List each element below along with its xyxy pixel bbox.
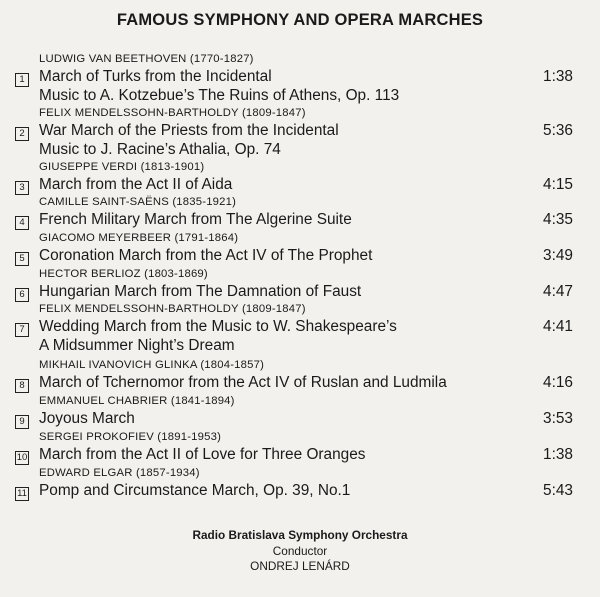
work-title-line: Pomp and Circumstance March, Op. 39, No.1 xyxy=(39,482,351,499)
composer-line xyxy=(39,467,200,479)
composer-line xyxy=(39,53,254,65)
orchestra-name: Radio Bratislava Symphony Orchestra xyxy=(192,528,408,542)
composer-line xyxy=(39,232,238,244)
track-duration: 4:15 xyxy=(543,176,573,193)
work-title-line: Music to A. Kotzebue’s The Ruins of Athens, Op. 113 xyxy=(39,87,400,104)
composer-dates: (1770-1827) xyxy=(189,53,254,65)
conductor-name: ONDREJ LENÁRD xyxy=(250,559,350,573)
composer-dates: (1891-1953) xyxy=(157,431,222,443)
track-number-box: 2 xyxy=(15,127,29,141)
composer-name: EDWARD ELGAR xyxy=(39,467,133,479)
composer-line xyxy=(39,303,306,315)
page-title: FAMOUS SYMPHONY AND OPERA MARCHES xyxy=(116,11,484,29)
track-duration: 3:53 xyxy=(543,410,573,427)
composer-line xyxy=(39,268,208,280)
track-number-box: 10 xyxy=(16,452,28,463)
track-duration: 4:47 xyxy=(543,283,573,300)
work-title-line: Wedding March from the Music to W. Shakespeare’s xyxy=(39,318,397,335)
composer-line xyxy=(39,359,264,371)
track-number-box: 4 xyxy=(15,216,29,230)
work-title-line: French Military March from The Algerine Suite xyxy=(39,211,352,228)
track-number-box: 7 xyxy=(15,323,29,337)
composer-name: CAMILLE SAINT-SAËNS xyxy=(39,196,169,208)
composer-line xyxy=(39,161,204,173)
track-duration: 4:16 xyxy=(543,374,573,391)
composer-dates: (1803-1869) xyxy=(144,268,208,280)
track-number-box: 9 xyxy=(15,415,29,429)
track-duration: 4:41 xyxy=(543,318,573,335)
composer-name: GIUSEPPE VERDI xyxy=(39,161,138,173)
composer-dates: (1835-1921) xyxy=(172,196,237,208)
track-duration: 1:38 xyxy=(543,68,573,85)
work-title-line: March from the Act II of Love for Three Oranges xyxy=(39,446,366,463)
composer-name: SERGEI PROKOFIEV xyxy=(39,431,154,443)
composer-dates: (1809-1847) xyxy=(241,303,306,315)
track-duration: 1:38 xyxy=(543,446,573,463)
composer-line xyxy=(39,431,221,443)
composer-name: FELIX MENDELSSOHN-BARTHOLDY xyxy=(39,303,239,315)
work-title-line: A Midsummer Night’s Dream xyxy=(39,337,235,354)
composer-dates: (1813-1901) xyxy=(140,161,205,173)
track-duration: 4:35 xyxy=(543,211,573,228)
composer-dates: (1857-1934) xyxy=(135,467,200,479)
conductor-label: Conductor xyxy=(272,543,328,558)
track-number-box: 8 xyxy=(15,379,29,393)
track-duration: 5:43 xyxy=(543,482,573,499)
track-duration: 3:49 xyxy=(543,247,573,264)
track-number-box: 1 xyxy=(15,73,29,87)
composer-name: HECTOR BERLIOZ xyxy=(39,268,141,280)
track-number-box: 5 xyxy=(15,252,29,266)
composer-name: LUDWIG VAN BEETHOVEN xyxy=(39,53,187,65)
credits xyxy=(0,528,600,575)
work-title-line: Hungarian March from The Damnation of Faust xyxy=(39,283,362,300)
work-title-line: March of Turks from the Incidental xyxy=(39,68,272,85)
work-title-line: March of Tchernomor from the Act IV of Ruslan and Ludmila xyxy=(39,374,447,391)
work-title-line: War March of the Priests from the Incidental xyxy=(39,122,339,139)
track-number-box: 6 xyxy=(15,288,29,302)
work-title-line: Music to J. Racine’s Athalia, Op. 74 xyxy=(39,141,281,158)
composer-dates: (1841-1894) xyxy=(170,395,235,407)
track-number-box: 11 xyxy=(15,487,29,501)
work-title-line: Coronation March from the Act IV of The Prophet xyxy=(39,247,373,264)
track-duration: 5:36 xyxy=(543,122,573,139)
work-title-line: March from the Act II of Aida xyxy=(39,176,233,193)
composer-line xyxy=(39,196,236,208)
track-number-box: 3 xyxy=(15,181,29,195)
composer-name: FELIX MENDELSSOHN-BARTHOLDY xyxy=(39,107,239,119)
composer-dates: (1791-1864) xyxy=(174,232,239,244)
composer-name: MIKHAIL IVANOVICH GLINKA xyxy=(39,359,197,371)
composer-line xyxy=(39,107,306,119)
work-title-line: Joyous March xyxy=(39,410,135,427)
composer-dates: (1809-1847) xyxy=(241,107,306,119)
composer-name: EMMANUEL CHABRIER xyxy=(39,395,168,407)
composer-line xyxy=(39,395,235,407)
composer-dates: (1804-1857) xyxy=(200,359,265,371)
composer-name: GIACOMO MEYERBEER xyxy=(39,232,172,244)
